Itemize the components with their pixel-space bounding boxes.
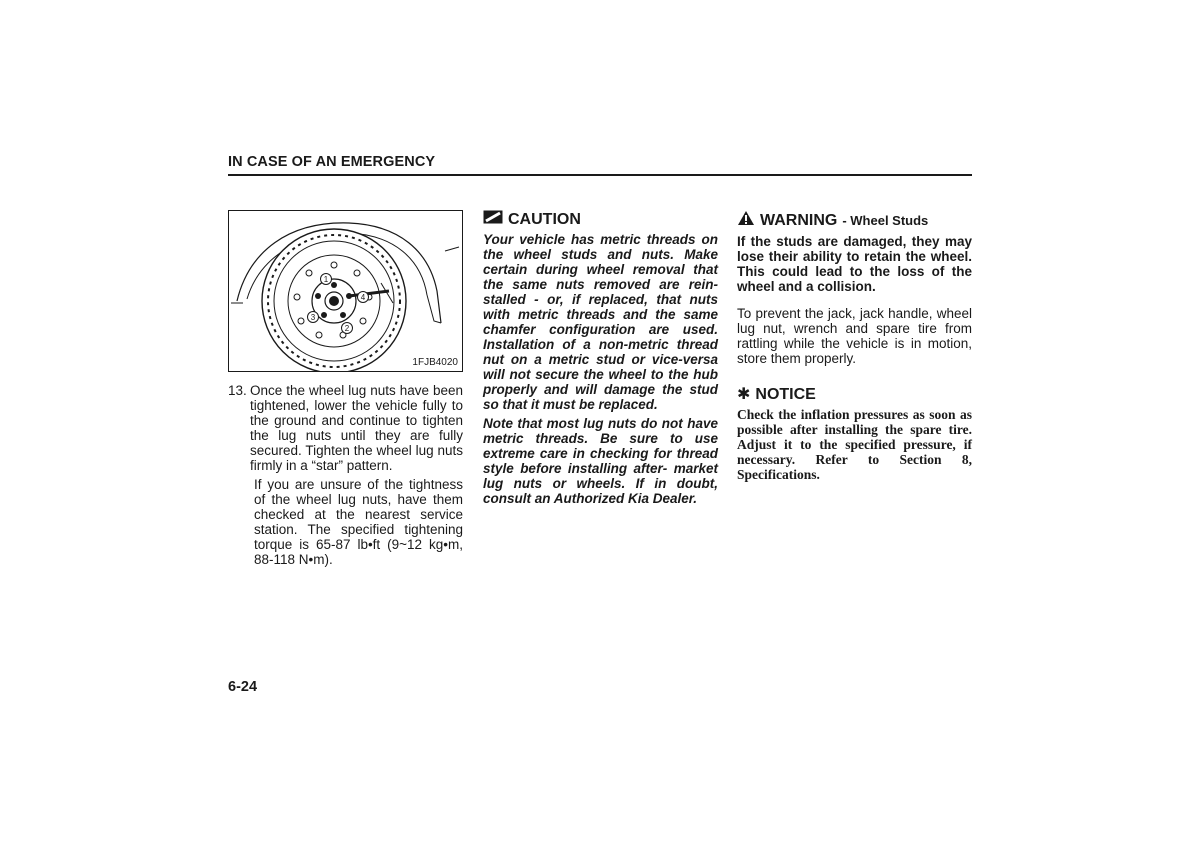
page-number: 6-24 — [228, 679, 258, 695]
nut-label-3: 3 — [310, 313, 316, 322]
notice-body: Check the inflation pressures as soon as possible after installing the spare tire. Adjust it to the specified pressure, if necessary. Refer to Section 8, Specifications. — [737, 407, 972, 482]
section-header: IN CASE OF AN EMERGENCY — [228, 154, 436, 170]
caution-paragraph-1: Your vehicle has metric threads on the wheel studs and nuts. Make certain during wheel removal that the same nuts removed are rein- stalled - or, if replaced, that nuts with metric threads and the same chamfer configuration are used. Installation of a non-metric thread nut on a metric stud or vice-versa will not secure the wheel to the hub properly and will damage the stud so that it must be replaced. — [483, 232, 718, 412]
notice-title: NOTICE — [755, 386, 816, 403]
nut-label-1: 1 — [323, 275, 329, 284]
nut-label-2: 2 — [344, 324, 350, 333]
figure-code: 1FJB4020 — [412, 357, 458, 368]
notice-heading — [737, 386, 972, 404]
warning-title: WARNING — [760, 211, 838, 229]
warning-body: If the studs are damaged, they may lose their ability to retain the wheel. This could lead to the loss of the wheel and a collision. — [737, 234, 972, 294]
caution-paragraph-2: Note that most lug nuts do not have metric threads. Be sure to use extreme care in checking for thread style before installing after- market lug nuts or wheels. If in doubt, consult an Authorized Kia Dealer. — [483, 416, 718, 506]
step-number: 13. — [228, 383, 247, 398]
caution-column — [483, 210, 718, 510]
caution-title: CAUTION — [508, 210, 581, 228]
wheel-figure — [228, 210, 463, 372]
warning-subtitle: - Wheel Studs — [842, 212, 929, 228]
caution-icon — [483, 210, 503, 229]
storage-paragraph: To prevent the jack, jack handle, wheel lug nut, wrench and spare tire from rattling while the vehicle is in motion, store them properly. — [737, 306, 972, 366]
step-13 — [228, 383, 463, 473]
warning-heading — [737, 210, 972, 231]
caution-body — [483, 232, 718, 506]
warning-column — [737, 210, 972, 482]
caution-heading — [483, 210, 718, 229]
step-text: Once the wheel lug nuts have been tightened, lower the vehicle fully to the ground and continue to tighten the lug nuts until they are fully secured. Tighten the wheel lug nuts firmly in a “star” pattern. — [250, 383, 463, 473]
nut-label-4: 4 — [360, 293, 366, 302]
notice-star-icon: ✱ — [737, 386, 751, 403]
left-column — [228, 210, 463, 567]
header-divider — [228, 174, 972, 176]
step-sub-text: If you are unsure of the tightness of the wheel lug nuts, have them checked at the nearest service station. The specified tightening torque is 65-87 lb•ft (9~12 kg•m, 88-118 N•m). — [254, 477, 463, 567]
warning-triangle-icon — [737, 210, 755, 231]
wheel-illustration — [229, 211, 462, 371]
